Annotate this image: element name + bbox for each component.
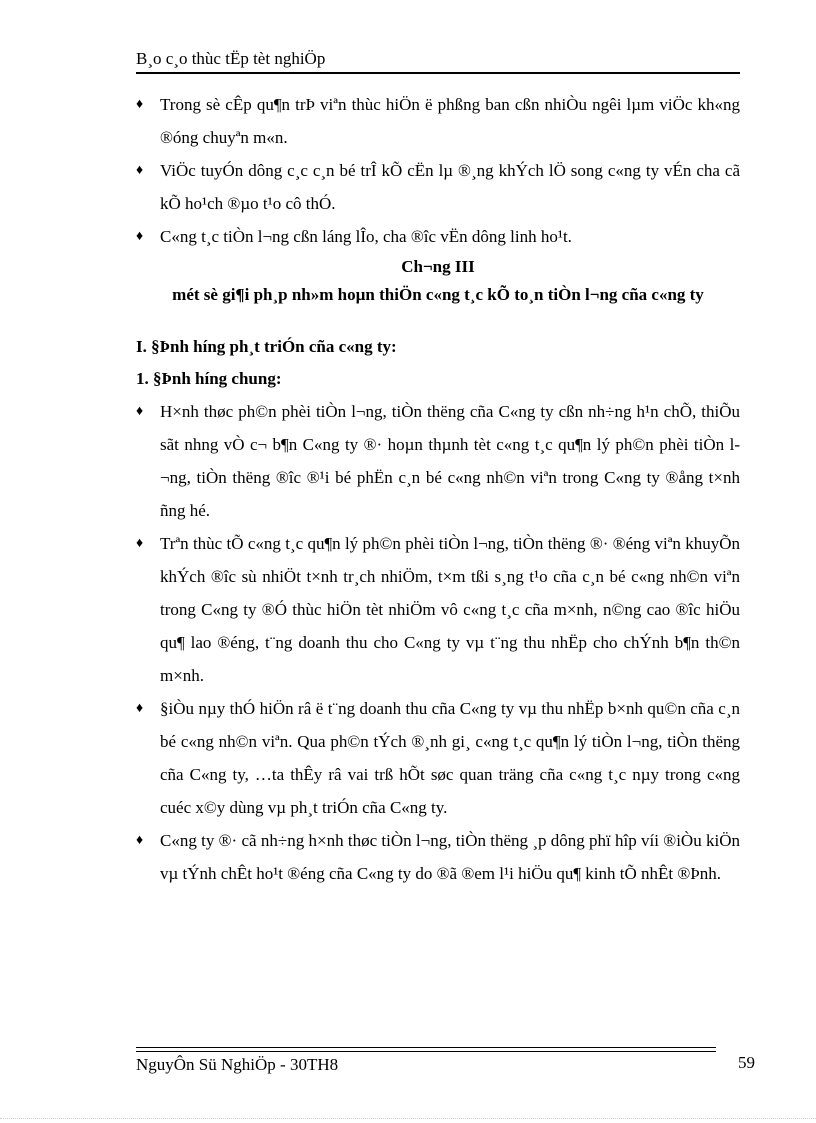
diamond-bullet-icon: ♦ xyxy=(136,229,144,244)
list-item-text: §iÒu nµy thÓ hiÖn râ ë t¨ng doanh thu cña C«ng ty vµ thu nhËp b×nh qu©n cña c¸n bé c«ng nh©n viªn. Qua ph©n tÝch ®¸nh gi¸ c«ng t¸c qu¶n lý tiÒn l¬ng, tiÒn thëng cña C«ng ty, …ta thÊy râ vai trß hÕt søc quan träng cña c«ng t¸c nµy trong c«ng cuéc x©y dùng vµ ph¸t triÓn cña C«ng ty. xyxy=(160,699,740,817)
diamond-bullet-icon: ♦ xyxy=(136,97,144,112)
section-subheading: 1. §Þnh híng chung: xyxy=(136,369,282,388)
list-item xyxy=(136,220,740,253)
list-item xyxy=(136,824,740,890)
diamond-bullet-icon: ♦ xyxy=(136,163,144,178)
list-item-text: H×nh thøc ph©n phèi tiÒn l¬ng, tiÒn thëng cña C«ng ty cßn nh÷ng h¹n chÕ, thiÕu sãt nhng vÒ c¬ b¶n C«ng ty ®· hoµn thµnh tèt c«ng t¸c qu¶n lý ph©n phèi tiÒn l¬ng, tiÒn thëng ®îc ®¹i bé phËn c¸n bé c«ng nh©n viªn trong C«ng ty ®ång t×nh ñng hé. xyxy=(160,402,740,520)
footer-author: NguyÔn Sü NghiÖp - 30TH8 xyxy=(136,1055,339,1074)
diamond-bullet-icon: ♦ xyxy=(136,404,144,419)
chapter-title: mét sè gi¶i ph¸p nh»m hoµn thiÖn c«ng t¸c kÕ to¸n tiÒn l¬ng cña c«ng ty xyxy=(172,285,704,304)
page-header xyxy=(136,48,740,74)
chapter-number: Ch¬ng III xyxy=(401,257,475,276)
list-item xyxy=(136,154,740,220)
footer-divider xyxy=(136,1047,716,1052)
diamond-bullet-icon: ♦ xyxy=(136,833,144,848)
section-heading: I. §Þnh híng ph¸t triÓn cña c«ng ty: xyxy=(136,337,397,356)
list-item xyxy=(136,527,740,692)
diamond-bullet-icon: ♦ xyxy=(136,701,144,716)
list-item-text: Trªn thùc tÕ c«ng t¸c qu¶n lý ph©n phèi tiÒn l¬ng, tiÒn thëng ®· ®éng viªn khuyÕn khÝch ®îc sù nhiÖt t×nh tr¸ch nhiÖm, t×m tßi s¸ng t¹o cña c¸n bé c«ng nh©n viªn trong C«ng ty ®Ó thùc hiÖn tèt nhiÖm vô c«ng t¸c cña m×nh, n©ng cao ®îc hiÖu qu¶ lao ®éng, t¨ng doanh thu cho C«ng ty vµ t¨ng thu nhËp cho chÝnh b¶n th©n m×nh. xyxy=(160,534,740,685)
list-item-text: C«ng t¸c tiÒn l¬ng cßn láng lÎo, cha ®îc vËn dông linh ho¹t. xyxy=(160,227,572,246)
page-content xyxy=(136,88,740,890)
diamond-bullet-icon: ♦ xyxy=(136,536,144,551)
list-item-text: Trong sè cÊp qu¶n trÞ viªn thùc hiÖn ë phßng ban cßn nhiÒu ngêi lµm viÖc kh«ng ®óng chuyªn m«n. xyxy=(160,95,740,147)
header-title: B¸o c¸o thùc tËp tèt nghiÖp xyxy=(136,49,326,68)
list-item-text: ViÖc tuyÓn dông c¸c c¸n bé trÎ kÕ cËn lµ ®¸ng khÝch lÖ song c«ng ty vÉn cha cã kÕ ho¹ch ®µo t¹o cô thÓ. xyxy=(160,161,740,213)
list-item xyxy=(136,395,740,527)
page-number: 59 xyxy=(738,1053,755,1072)
list-item-text: C«ng ty ®· cã nh÷ng h×nh thøc tiÒn l¬ng, tiÒn thëng ¸p dông phï hîp víi ®iÒu kiÖn vµ tÝnh chÊt ho¹t ®éng cña C«ng ty do ®ã ®em l¹i hiÖu qu¶ kinh tÕ nhÊt ®Þnh. xyxy=(160,831,740,883)
list-item xyxy=(136,692,740,824)
list-item xyxy=(136,88,740,154)
page-edge-divider xyxy=(0,1118,816,1119)
